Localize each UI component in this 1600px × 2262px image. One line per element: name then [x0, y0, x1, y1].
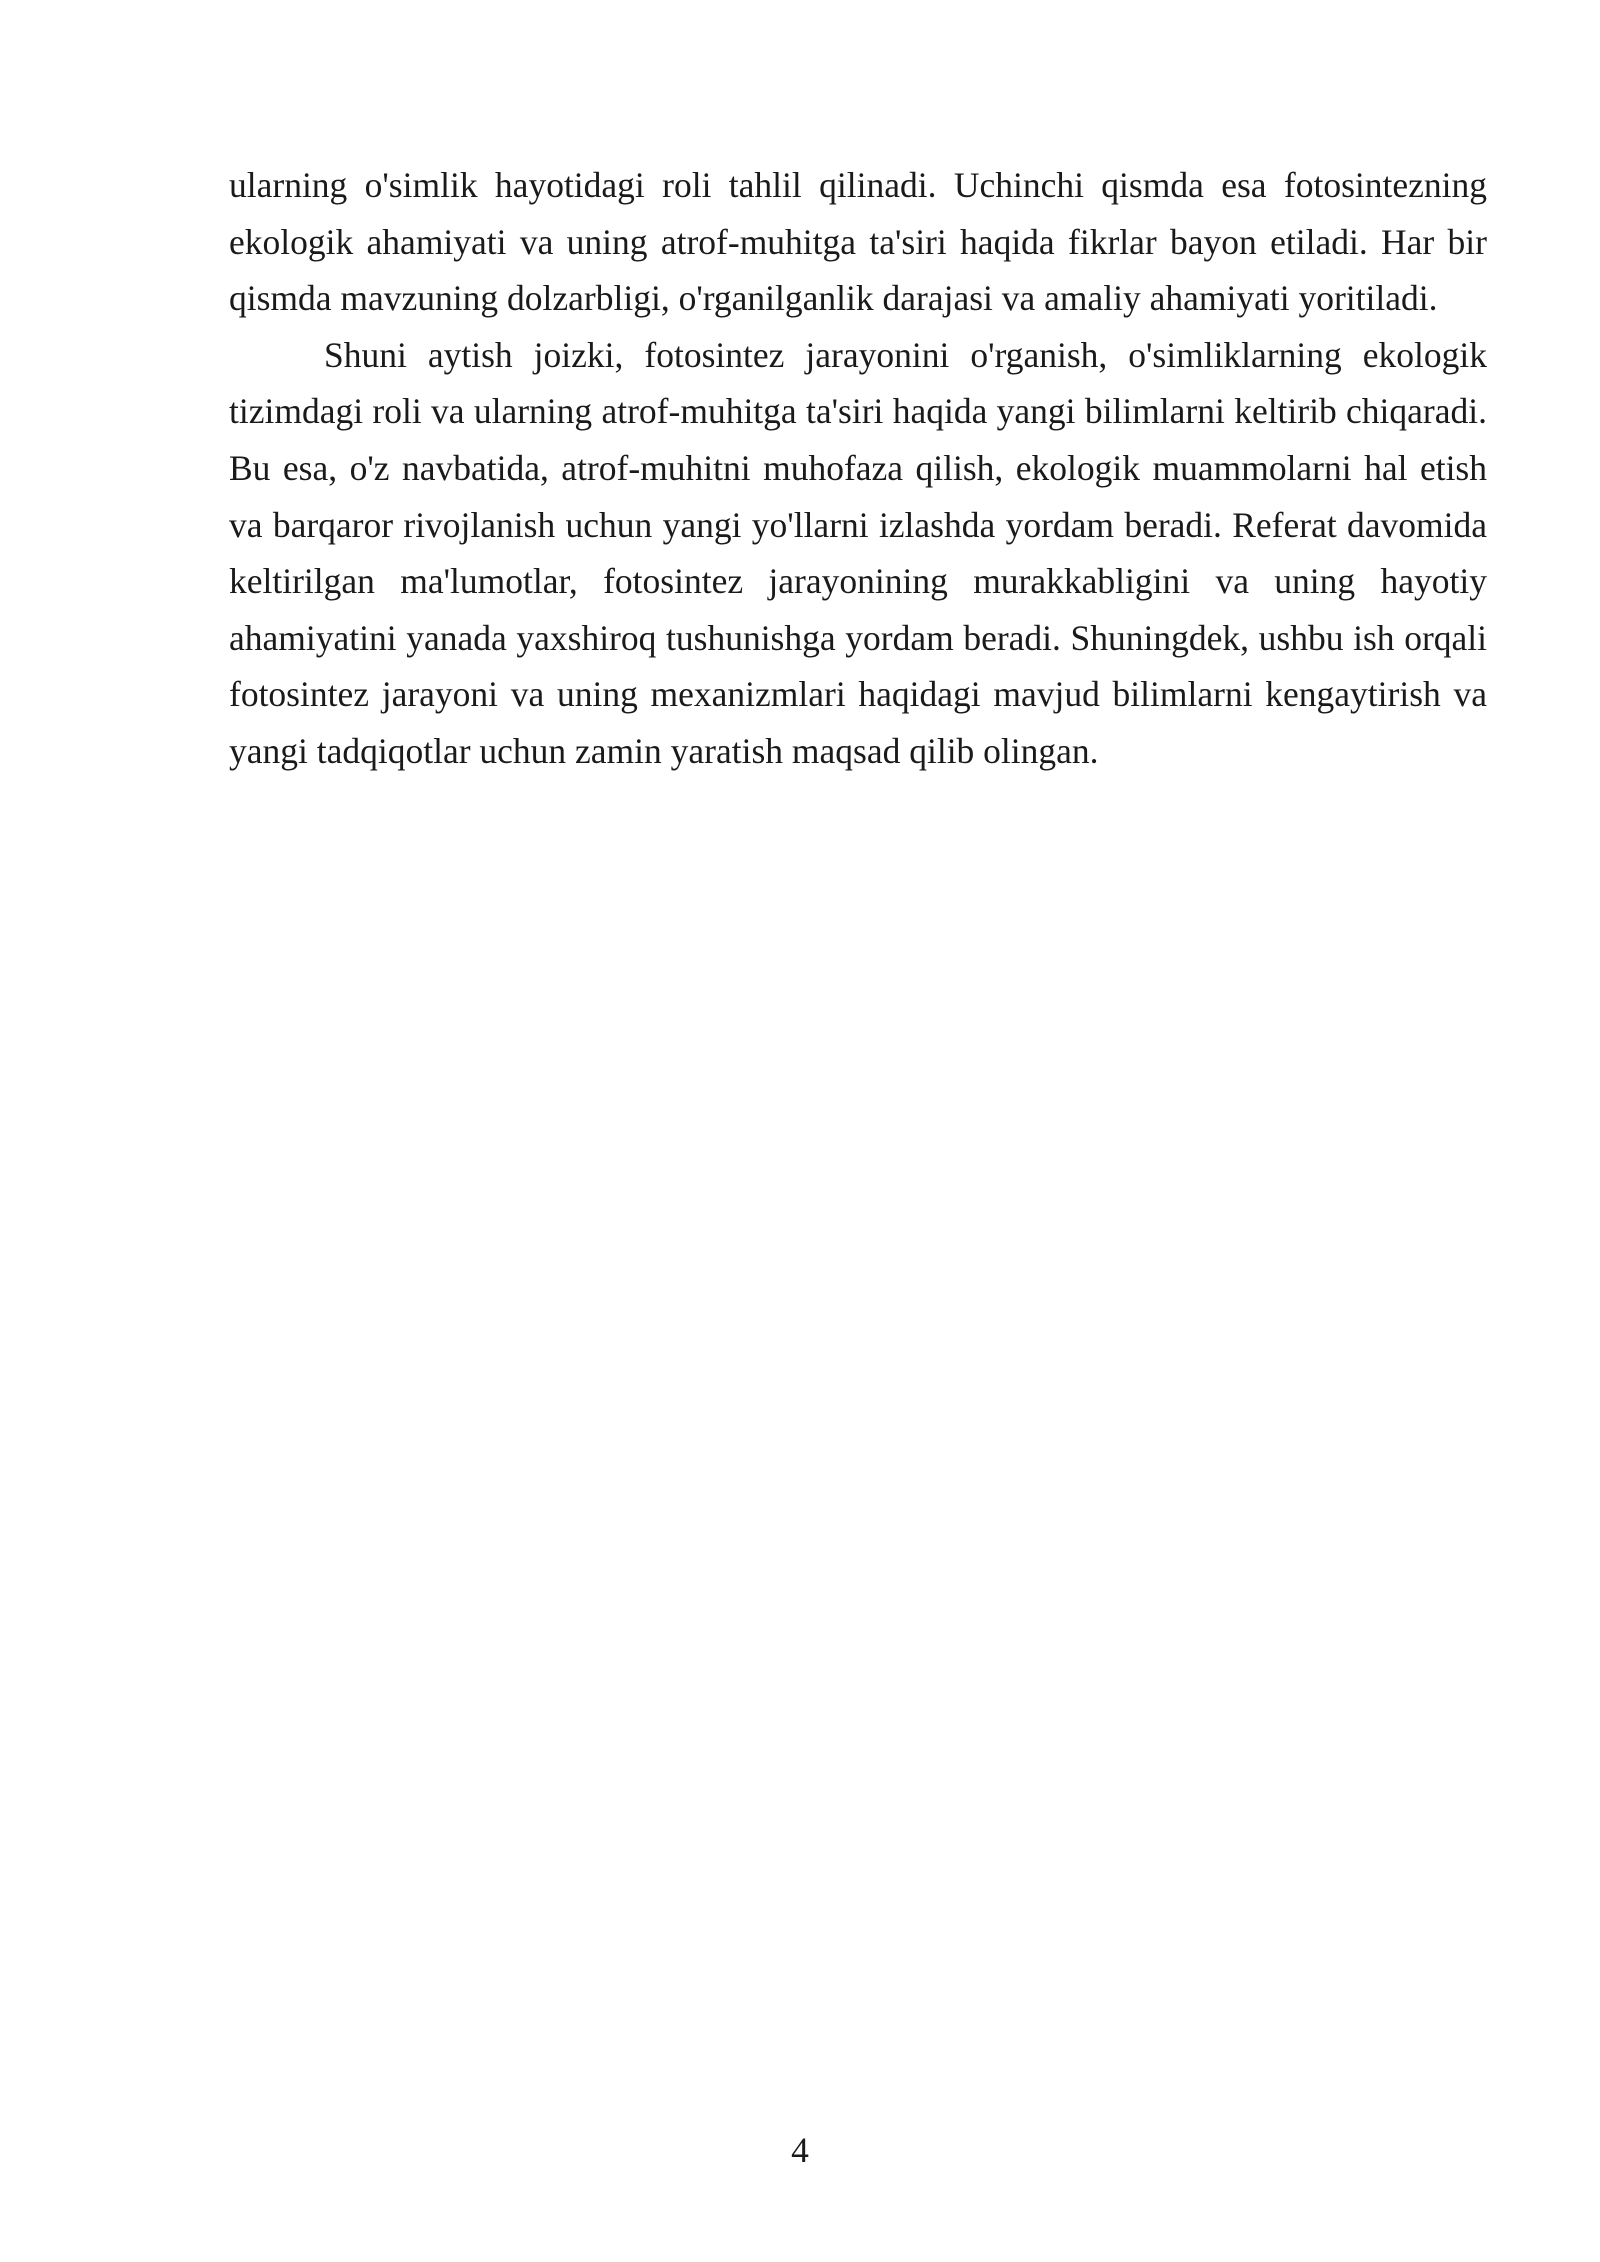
body-text [229, 157, 1487, 780]
paragraph-indented: Shuni aytish joizki, fotosintez jarayonini o'rganish, o'simliklarning ekologik tizimdagi roli va ularning atrof-muhitga ta'siri haqida yangi bilimlarni keltirib chiqaradi. Bu esa, o'z navbatida, atrof-muhitni muhofaza qilish, ekologik muammolarni hal etish va barqaror rivojlanish uchun yangi yo'llarni izlashda yordam beradi. Referat davomida keltirilgan ma'lumotlar, fotosintez jarayonining murakkabligini va uning hayotiy ahamiyatini yanada yaxshiroq tushunishga yordam beradi. Shuningdek, ushbu ish orqali fotosintez jarayoni va uning mexanizmlari haqidagi mavjud bilimlarni kengaytirish va yangi tadqiqotlar uchun zamin yaratish maqsad qilib olingan. [229, 334, 1487, 771]
page-number: 4 [791, 2130, 809, 2170]
paragraph-continuation: ularning o'simlik hayotidagi roli tahlil qilinadi. Uchinchi qismda esa fotosintezning ekologik ahamiyati va uning atrof-muhitga ta'siri haqida fikrlar bayon etiladi. Har bir qismda mavzuning dolzarbligi, o'rganilganlik darajasi va amaliy ahamiyati yoritiladi. [229, 165, 1487, 319]
